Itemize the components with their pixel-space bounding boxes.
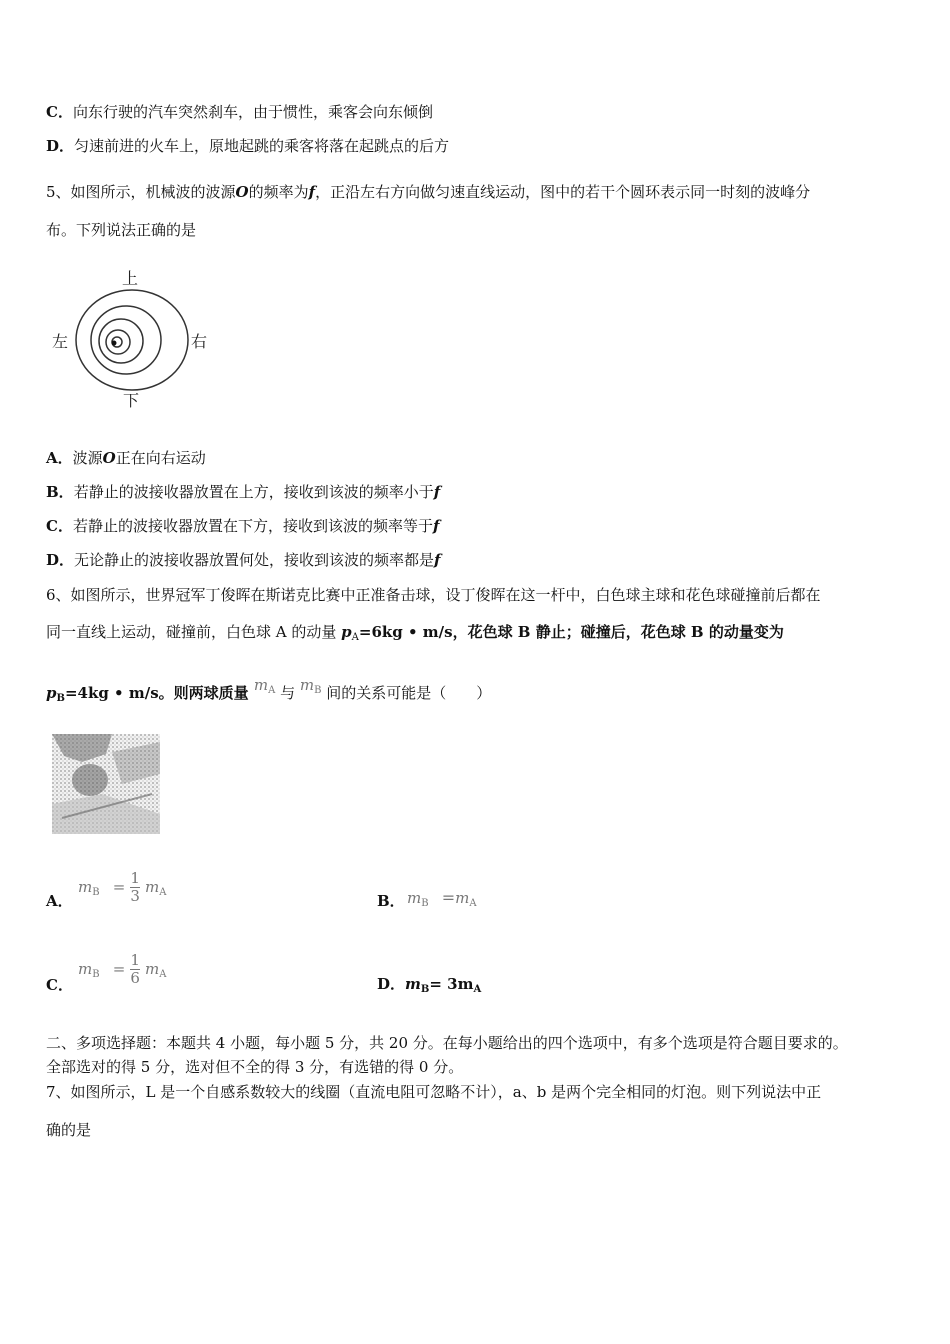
q5-option-c: [46, 516, 439, 536]
frequency-symbol: f: [432, 517, 440, 535]
q4-option-c: [46, 102, 433, 122]
q6-stem-text: 与: [275, 684, 300, 702]
mass-subscript: B: [420, 984, 430, 995]
q6-stem-line2: [46, 622, 784, 648]
figure-label-left: 左: [52, 332, 69, 351]
q6-option-a: [46, 866, 346, 910]
q6-stem-text: 间的关系可能是（ ）: [321, 684, 492, 702]
q6-option-c: [46, 950, 346, 994]
mass-symbol: m: [405, 975, 421, 993]
q5-stem-line2: 布。下列说法正确的是: [46, 221, 197, 239]
option-label: B．: [377, 892, 405, 910]
source-symbol: O: [102, 449, 116, 467]
q6-option-b: [377, 888, 677, 912]
option-text: 波源: [72, 449, 103, 467]
figure-label-up: 上: [122, 269, 139, 288]
mass-a-symbol: $m_A$: [253, 676, 276, 696]
q5-stem-text: 的频率为: [248, 183, 309, 201]
wave-source-dot: [112, 341, 117, 346]
section2-heading-line2: 全部选对的得 5 分，选对但不全的得 3 分，有选错的得 0 分。: [46, 1058, 464, 1076]
frequency-symbol: f: [434, 551, 441, 569]
q4-option-d: [46, 136, 449, 156]
option-label: D．: [46, 137, 75, 155]
q5-option-a: [46, 448, 206, 468]
formula-mb-eq-sixth-ma: $m_B$ = $\frac{1}{6}$ $m_A$: [78, 951, 167, 987]
formula-mb-eq-ma: $m_B =m_A$: [407, 888, 477, 909]
momentum-subscript: B: [56, 693, 65, 704]
option-text: 无论静止的波接收器放置何处，接收到该波的频率都是: [74, 551, 435, 569]
source-symbol: O: [235, 183, 249, 201]
q5-option-d: [46, 550, 440, 570]
q5-stem-text: 5、如图所示，机械波的波源: [46, 183, 236, 201]
option-text: 若静止的波接收器放置在上方，接收到该波的频率小于: [73, 483, 434, 501]
q6-stem-text: =4kg • m/s。则两球质量: [64, 684, 254, 702]
option-label: C．: [46, 517, 73, 535]
option-text: 匀速前进的火车上，原地起跳的乘客将落在起跳点的后方: [74, 137, 450, 155]
option-label: D．: [46, 551, 75, 569]
q7-stem-line1: 7、如图所示，L 是一个自感系数较大的线圈（直流电阻可忽略不计），a、b 是两个完全相同的灯泡。则下列说法中正: [46, 1083, 822, 1101]
option-text: 向东行驶的汽车突然刹车，由于惯性，乘客会向东倾倒: [72, 103, 433, 121]
momentum-symbol: p: [46, 684, 57, 702]
q5-stem-text: ，正沿左右方向做匀速直线运动，图中的若干个圆环表示同一时刻的波峰分: [315, 183, 811, 201]
option-text: 若静止的波接收器放置在下方，接收到该波的频率等于: [72, 517, 433, 535]
momentum-symbol: p: [341, 623, 352, 641]
q6-stem-line3: [46, 676, 492, 709]
formula-mb-eq-third-ma: $m_B$ = $\frac{1}{3}$ $m_A$: [78, 869, 167, 905]
wave-crest-ring: [106, 330, 130, 354]
option-label: C．: [46, 103, 73, 121]
q6-option-d: [377, 974, 481, 1000]
q6-stem-text: 同一直线上运动，碰撞前，白色球 A 的动量: [46, 623, 342, 641]
option-label: D．: [377, 975, 406, 993]
q6-stem-text: =6kg • m/s，花色球 B 静止；碰撞后，花色球 B 的动量变为: [358, 623, 784, 641]
formula-text: = 3m: [429, 975, 474, 993]
mass-subscript: A: [473, 984, 482, 995]
snooker-player-photo: [52, 734, 160, 840]
option-text: 正在向右运动: [115, 449, 206, 467]
wave-crest-ring: [76, 290, 188, 390]
figure-label-right: 右: [191, 332, 208, 351]
q7-stem-line2: 确的是: [46, 1121, 92, 1139]
option-label: A．: [46, 892, 73, 910]
section2-heading-line1: 二、多项选择题：本题共 4 小题，每小题 5 分，共 20 分。在每小题给出的四个选项中，有多个选项是符合题目要求的。: [46, 1034, 848, 1052]
frequency-symbol: f: [308, 183, 316, 201]
q5-stem-line1: [46, 182, 810, 202]
q5-option-b: [46, 482, 440, 502]
figure-label-down: 下: [123, 391, 140, 410]
doppler-wave-figure: [46, 262, 216, 412]
option-label: B．: [46, 483, 74, 501]
momentum-subscript: A: [351, 632, 359, 643]
q6-stem-line1: 6、如图所示，世界冠军丁俊晖在斯诺克比赛中正准备击球，设丁俊晖在这一杆中，白色球主球和花色球碰撞前后都在: [46, 586, 821, 604]
option-label: C．: [46, 976, 73, 994]
option-label: A．: [46, 449, 73, 467]
wave-crest-ring: [91, 306, 161, 374]
frequency-symbol: f: [433, 483, 441, 501]
mass-b-symbol: $m_B$: [299, 676, 322, 696]
